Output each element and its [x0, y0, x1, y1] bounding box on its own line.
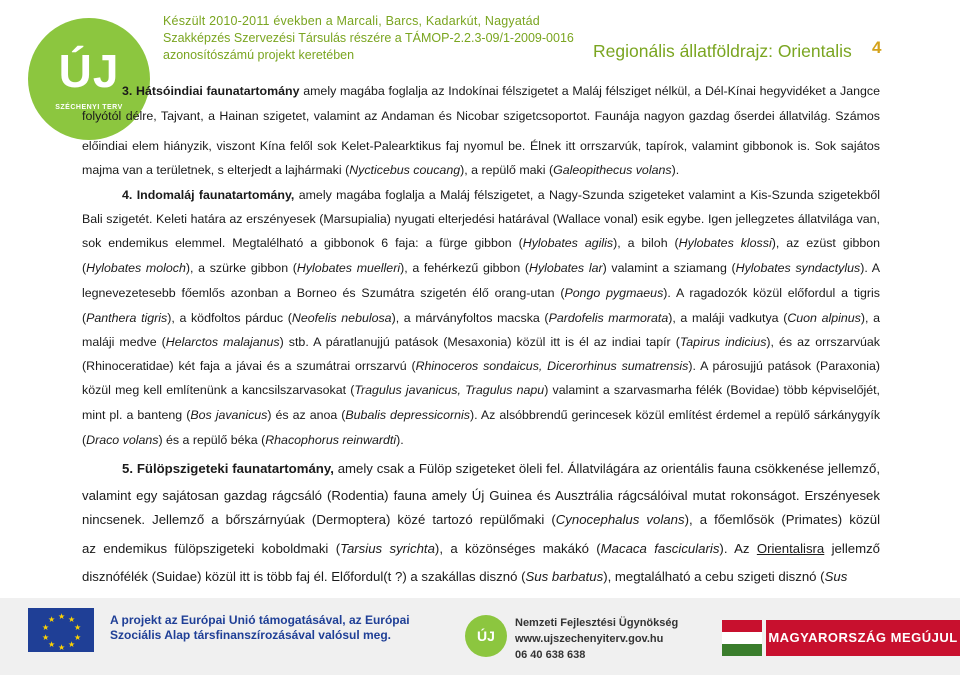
text-segment: ), az ezüst gibbon [771, 236, 881, 250]
text-segment: közül meg kell említenünk a kancsilszarvasokat ( [82, 383, 355, 397]
text-line [122, 188, 880, 202]
text-segment: Hylobates syndactylus [735, 261, 861, 275]
text-segment: ), a ködfoltos párduc ( [167, 311, 292, 325]
text-segment: Sus barbatus [525, 569, 604, 584]
text-segment: Pongo pygmaeus [564, 286, 664, 300]
header-line-3: azonosítószámú projekt keretében [163, 48, 355, 62]
text-segment: ( [82, 261, 87, 275]
text-segment: Rhinoceros sondaicus, Dicerorhinus sumatrensis [415, 359, 689, 373]
text-segment: Cynocephalus volans [555, 512, 685, 527]
page-number: 4 [872, 38, 882, 57]
text-segment: ). A [860, 261, 881, 275]
text-segment: Hylobates klossi [678, 236, 772, 250]
text-segment: valamint egy sajátosan gazdag rágcsáló (Rodentia) fauna amely Új Guinea és Ausztrália rágcsálóival mutat rokonságot. Erszényesek [82, 488, 880, 503]
text-segment: ), a [860, 311, 880, 325]
text-segment: Helarctos malajanus [165, 335, 280, 349]
text-segment: Bos javanicus [190, 408, 268, 422]
text-segment[interactable]: Orientalisra [756, 541, 825, 556]
eu-line-2: Szociális Alap társfinanszírozásával valósul meg. [110, 628, 391, 642]
text-segment: Hylobates lar [529, 261, 603, 275]
text-line [82, 212, 880, 226]
text-segment: ), a repülő maki ( [460, 163, 554, 177]
text-segment: 3. [122, 84, 137, 98]
text-line [82, 408, 880, 422]
agency-name: Nemzeti Fejlesztési Ügynökség [515, 617, 679, 629]
text-segment: ) és az anoa ( [267, 408, 346, 422]
text-segment: Hátsóindiai faunatartomány [136, 84, 300, 98]
text-line [82, 383, 880, 397]
text-segment: ). A ragadozók közül előfordul a tigris [663, 286, 880, 300]
text-segment: jellemző [824, 541, 881, 556]
text-segment: Draco volans [86, 433, 159, 447]
text-segment: folyótól délre, Tajvant, a Hainan szigetet, valamint az Andaman és Nicobar szigetcsoportot. Faunája nagyon gazdag őserdei állatvilág. Számos [82, 109, 880, 123]
text-segment: ) valamint a szarvasmarha félék (Bovidae) több képviselőjét, [544, 383, 880, 397]
agency-url[interactable]: www.ujszechenyiterv.gov.hu [515, 633, 664, 645]
text-segment: Panthera tigris [86, 311, 168, 325]
text-segment: disznófélék (Suidae) közül itt is több faj él. Előfordul(t ?) a szakállas disznó ( [82, 569, 526, 584]
text-segment: amely magába foglalja az Indokínai félszigetet a Maláj félsziget nélkül, a Dél-Kínai hegyvidéket a Jangce [299, 84, 881, 98]
text-line [82, 311, 880, 325]
text-segment: az endemikus fülöpszigeteki koboldmaki ( [82, 541, 341, 556]
text-segment: ) valamint a sziamang ( [602, 261, 736, 275]
text-segment: Nycticebus coucang [349, 163, 461, 177]
text-segment: Cuon alpinus [787, 311, 861, 325]
text-segment: majma van a területnek, s elterjedt a lajhármaki ( [82, 163, 350, 177]
text-segment: Macaca fascicularis [600, 541, 720, 556]
text-segment: nincsenek. Jellemző a bőrszárnyúak (Dermoptera) közé tartozó repülőmaki ( [82, 512, 556, 527]
text-line [82, 488, 880, 503]
text-segment: Hylobates muelleri [296, 261, 401, 275]
text-segment: 4. Indomaláj faunatartomány, [122, 188, 295, 202]
text-segment: Hylobates moloch [86, 261, 186, 275]
agency-phone: 06 40 638 638 [515, 649, 586, 661]
text-segment: (Rhinoceratidae) két faja a jávai és a szumátrai orrszarvú ( [82, 359, 416, 373]
text-line [82, 139, 880, 153]
header-block [163, 13, 574, 64]
text-segment: maláji medve ( [82, 335, 166, 349]
text-segment: ), a főemlősök (Primates) közül [684, 512, 881, 527]
text-line [122, 84, 880, 98]
agency-block [515, 615, 678, 663]
text-segment: Tragulus javanicus, Tragulus napu [354, 383, 545, 397]
text-line [82, 286, 880, 300]
text-segment: ) és a repülő béka ( [158, 433, 266, 447]
text-segment: ), a maláji vadkutya ( [668, 311, 788, 325]
text-line [82, 569, 880, 584]
text-line [82, 335, 880, 349]
text-segment: ), a márványfoltos macska ( [391, 311, 549, 325]
text-segment: ), a közönséges makákó ( [434, 541, 601, 556]
text-segment: Rhacophorus reinwardti [265, 433, 397, 447]
text-segment: ). Az [719, 541, 757, 556]
logo-subtitle: SZÉCHENYI TERV [55, 104, 123, 111]
text-line [82, 433, 880, 447]
text-segment: Bali szigetét. Keleti határa az erszényesek (Marsupialia) nyugati elterjedési határával (Wallace vonal) esik egybe. Igen jellegzetes állatvilága van, [82, 212, 880, 226]
text-segment: ), a biloh ( [613, 236, 679, 250]
text-segment: ) stb. A páratlanujjú patások (Mesaxonia) közül itt is él az indiai tapír ( [279, 335, 680, 349]
text-segment: Sus [824, 569, 848, 584]
text-segment: Tapirus indicius [679, 335, 767, 349]
text-line [82, 109, 880, 123]
eu-flag-icon: ★ ★ ★ ★ ★ ★ ★ ★ ★ ★ [28, 608, 94, 652]
text-segment: Hylobates agilis [522, 236, 614, 250]
hungary-flag-icon [722, 620, 762, 656]
logo-text: ÚJ [58, 45, 120, 97]
header-line-1: Készült 2010-2011 években a Marcali, Barcs, Kadarkút, Nagyatád [163, 14, 540, 28]
magyarorszag-megujul-banner: MAGYARORSZÁG MEGÚJUL [766, 620, 960, 656]
header-line-2: Szakképzés Szervezési Társulás részére a TÁMOP-2.2.3-09/1-2009-0016 [163, 31, 574, 45]
text-segment: amely csak a Fülöp szigeteket öleli fel. Állatvilágára az orientális fauna csökkenése jellemző, [333, 461, 880, 476]
text-segment: ). A párosujjú patások (Paraxonia) [688, 359, 880, 373]
text-segment: Neofelis nebulosa [291, 311, 392, 325]
text-segment: Bubalis depressicornis [345, 408, 470, 422]
text-segment: legnevezetesebb főemlős azonban a Borneo és Szumátra szigetén élő orang-utan ( [82, 286, 565, 300]
text-line [82, 261, 880, 275]
text-segment: mint pl. a banteng ( [82, 408, 191, 422]
text-segment: ), és az orrszarvúak [766, 335, 880, 349]
text-line [82, 541, 880, 556]
eu-support-text [110, 613, 410, 643]
text-segment: előindiai elem hiányzik, viszont Kína felől sok Kelet-Palearktikus faj nyomul be. Élnek itt orrszarvúk, tapírok, valamint gibbonok is. Sok sajátos [82, 139, 880, 153]
text-segment: Galeopithecus volans [553, 163, 672, 177]
text-segment: 5. Fülöpszigeteki faunatartomány, [122, 461, 334, 476]
text-line [82, 163, 880, 177]
ujszechenyi-small-logo: ÚJ [465, 615, 507, 657]
text-segment: ). [671, 163, 680, 177]
text-line [122, 461, 880, 476]
text-segment: ( [82, 311, 87, 325]
text-segment: ), a fehérkezű gibbon ( [400, 261, 530, 275]
text-segment: sok endemikus elemmel. Megtalélható a gibbonok 6 faja: a fürge gibbon ( [82, 236, 523, 250]
text-line [82, 512, 880, 527]
text-segment: amely magába foglalja a Maláj félszigetet, a Nagy-Szunda szigeteket valamint a Kis-Szunda szigetekből [294, 188, 880, 202]
document-title: Regionális állatföldrajz: Orientalis [593, 41, 852, 61]
text-line [82, 359, 880, 373]
text-segment: ( [82, 433, 87, 447]
text-line [82, 236, 880, 250]
text-segment: ). [396, 433, 404, 447]
text-segment: ), a szürke gibbon ( [185, 261, 297, 275]
text-segment: ), megtalálható a cebu szigeti disznó ( [603, 569, 825, 584]
eu-line-1: A projekt az Európai Unió támogatásával, az Európai [110, 613, 410, 627]
text-segment: Tarsius syrichta [340, 541, 435, 556]
text-segment: Pardofelis marmorata [548, 311, 669, 325]
text-segment: ). Az alsóbbrendű gerincesek közül említést érdemel a repülő sárkánygyík [469, 408, 881, 422]
